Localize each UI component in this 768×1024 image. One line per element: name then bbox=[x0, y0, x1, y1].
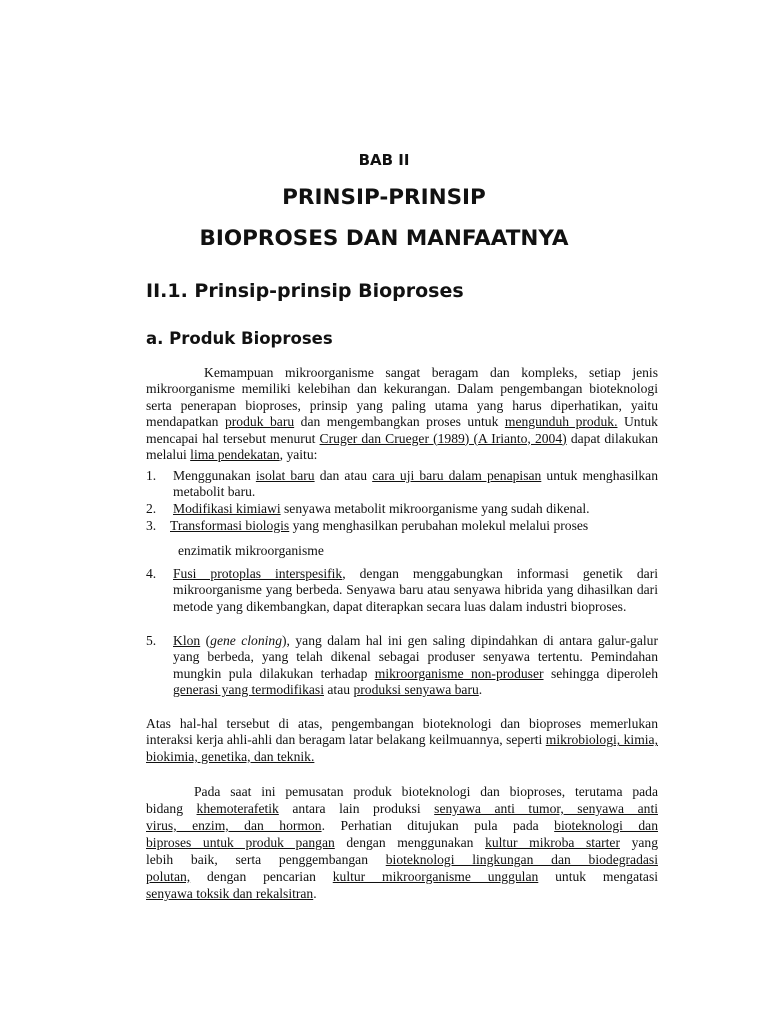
list-item-continuation: enzimatik mikroorganisme bbox=[178, 543, 324, 558]
paragraph2-line: lebih baik, serta penggembangan bioteknologi lingkungan dan biodegradasi bbox=[146, 852, 658, 867]
list-number: 4. bbox=[146, 566, 157, 581]
after-list-paragraph: Atas hal-hal tersebut di atas, pengembangan bioteknologi dan bioproses memerlukan interaksi kerja ahli-ahli dan beragam latar belakang keilmuannya, seperti mikrobiologi, kimia, biokimia, genetika, dan teknik. bbox=[146, 716, 658, 764]
paragraph2-line: Pada saat ini pemusatan produk bioteknologi dan bioproses, terutama pada bbox=[194, 784, 658, 799]
list-number: 3. bbox=[146, 518, 157, 533]
intro-paragraph: Kemampuan mikroorganisme sangat beragam dan kompleks, setiap jenis mikroorganisme memiliki kelebihan dan kekurangan. Dalam pengembangan bioteknologi serta penerapan bioproses, prinsip yang paling utama yang harus diperhatikan, yaitu mendapatkan produk baru dan mengembangkan proses untuk mengunduh produk. Untuk mencapai hal tersebut menurut Cruger dan Crueger (1989) (A Irianto, 2004) dapat dilakukan melalui lima pendekatan, yaitu: bbox=[146, 365, 658, 463]
link-lima-pendekatan: lima pendekatan bbox=[190, 447, 280, 463]
chapter-title-line2: BIOPROSES DAN MANFAATNYA bbox=[199, 226, 569, 251]
list-item: Klon (gene cloning), yang dalam hal ini gen saling dipindahkan di antara galur-galur yang berbeda, yang telah dikenal sebagai produser senyawa tertentu. Pemindahan mungkin pula dilakukan terhadap mikroorganisme non-produser sehingga diperoleh generasi yang termodifikasi atau produksi senyawa baru. bbox=[173, 633, 659, 698]
section-heading: II.1. Prinsip-prinsip Bioproses bbox=[146, 280, 464, 302]
list-item: Fusi protoplas interspesifik, dengan menggabungkan informasi genetik dari mikroorganisme yang berbeda. Senyawa baru atau senyawa hibrida yang dihasilkan dari metode yang dikembangkan, dapat diterapkan secara luas dalam industri bioproses. bbox=[173, 566, 658, 614]
list-item: Menggunakan isolat baru dan atau cara uji baru dalam penapisan untuk menghasilkan metabolit baru. bbox=[173, 468, 658, 500]
paragraph2-line: virus, enzim, dan hormon. Perhatian ditujukan pula pada bioteknologi dan bbox=[146, 818, 659, 833]
chapter-label: BAB II bbox=[358, 151, 410, 169]
list-number: 1. bbox=[146, 468, 157, 483]
paragraph2-line: biproses untuk produk pangan dengan menggunakan kultur mikroba starter yang bbox=[146, 835, 658, 850]
paragraph2-line: bidang khemoterafetik antara lain produksi senyawa anti tumor, senyawa anti bbox=[146, 801, 659, 816]
list-item: Modifikasi kimiawi senyawa metabolit mikroorganisme yang sudah dikenal. bbox=[173, 501, 590, 516]
link-mengunduh-produk: mengunduh produk. bbox=[504, 414, 618, 430]
paragraph2-line: senyawa toksik dan rekalsitran. bbox=[146, 886, 317, 901]
list-item: Transformasi biologis yang menghasilkan perubahan molekul melalui proses bbox=[170, 518, 589, 533]
list-number: 2. bbox=[146, 501, 157, 516]
chapter-title-line1: PRINSIP-PRINSIP bbox=[282, 185, 486, 210]
link-produk-baru: produk baru bbox=[224, 414, 295, 430]
paragraph2-line: polutan, dengan pencarian kultur mikroorganisme unggulan untuk mengatasi bbox=[146, 869, 659, 884]
list-number: 5. bbox=[146, 633, 157, 648]
subsection-heading: a. Produk Bioproses bbox=[146, 329, 333, 348]
link-fields: mikrobiologi, kimia, biokimia, genetika, dan teknik. bbox=[146, 732, 658, 764]
link-cruger-crueger: Cruger dan Crueger (1989) (A Irianto, 2004) bbox=[319, 430, 567, 446]
